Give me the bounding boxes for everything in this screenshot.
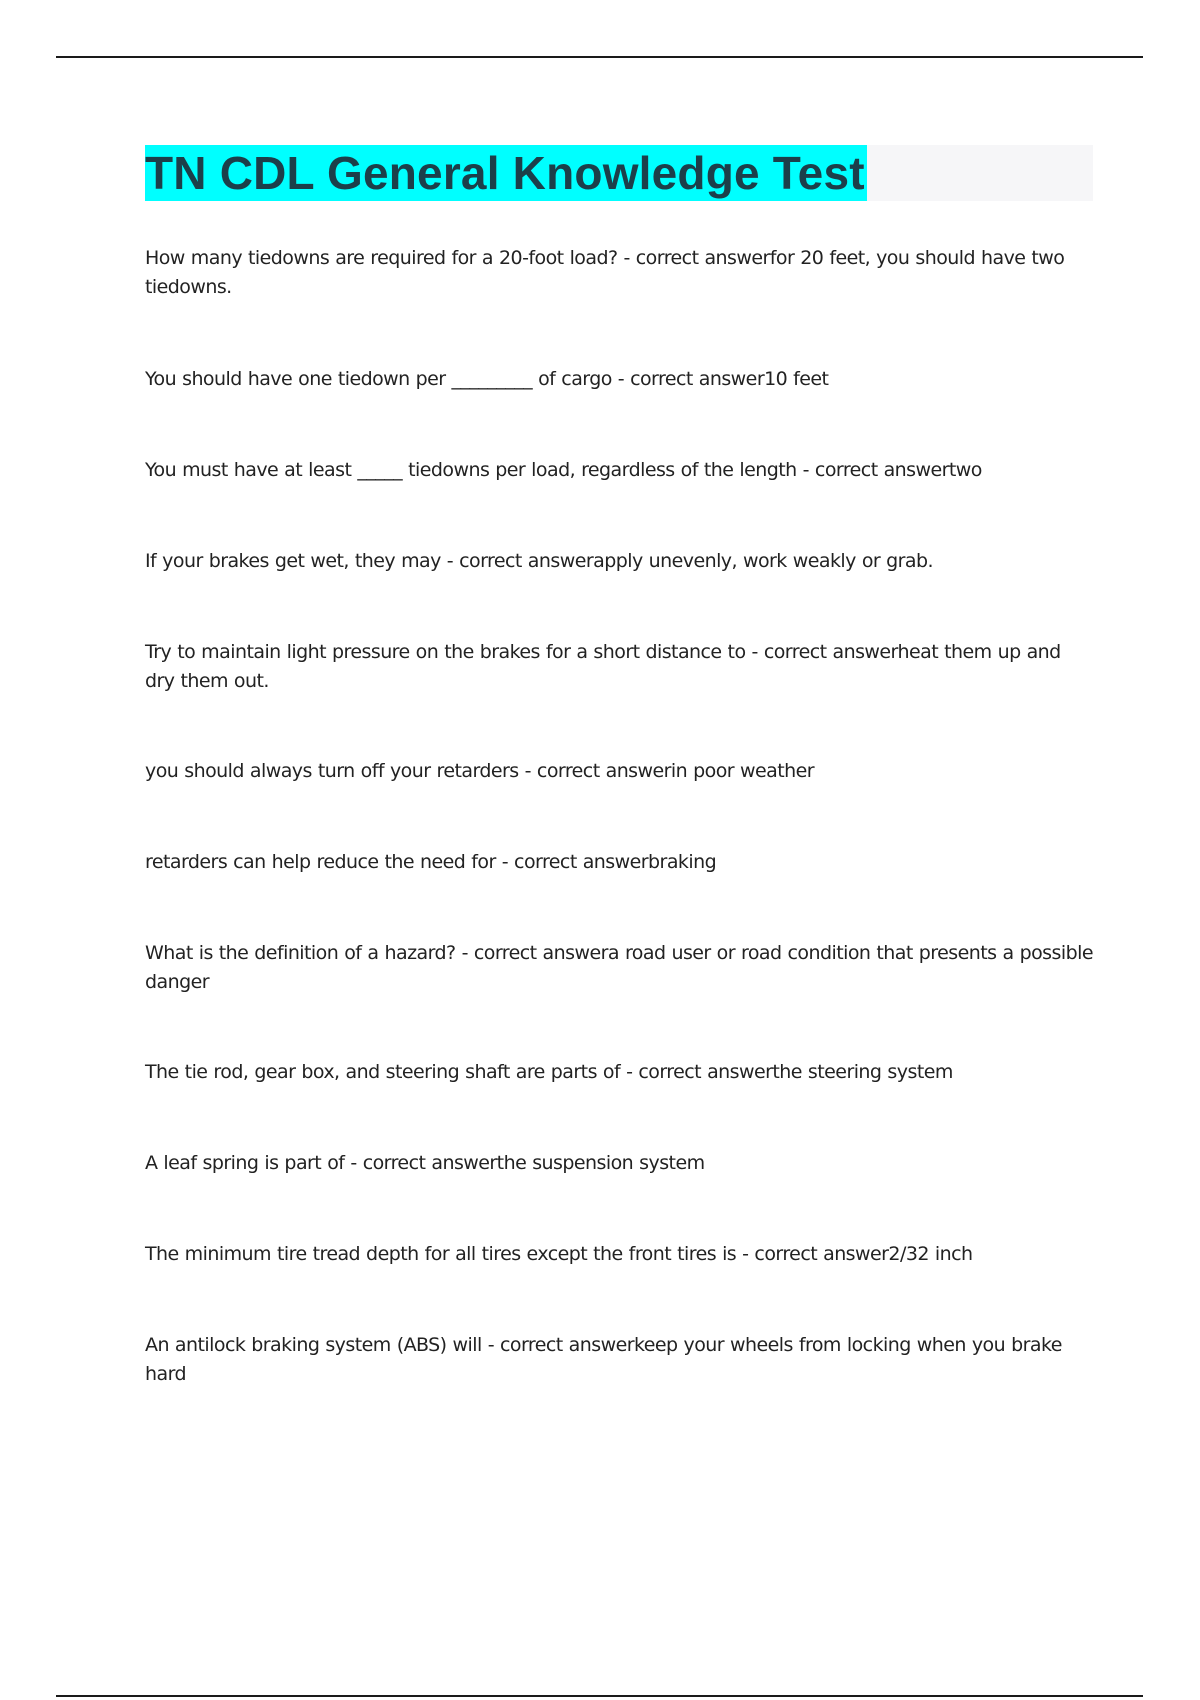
qa-item-9: The tie rod, gear box, and steering shaft are parts of - correct answerthe steering system (145, 1061, 953, 1083)
qa-item-11: The minimum tire tread depth for all tires except the front tires is - correct answer2/32 inch (145, 1243, 973, 1265)
qa-item-1: How many tiedowns are required for a 20-foot load? - correct answerfor 20 feet, you should have two tiedowns. (145, 247, 1065, 298)
qa-item-4: If your brakes get wet, they may - correct answerapply unevenly, work weakly or grab. (145, 550, 934, 572)
top-rule (56, 56, 1143, 58)
qa-item-5: Try to maintain light pressure on the brakes for a short distance to - correct answerheat them up and dry them out. (145, 641, 1061, 692)
title-band (145, 145, 1093, 201)
bottom-rule (56, 1695, 1143, 1697)
qa-item-7: retarders can help reduce the need for - correct answerbraking (145, 851, 717, 873)
qa-item-3: You must have at least _____ tiedowns per load, regardless of the length - correct answertwo (145, 459, 982, 481)
document-title: TN CDL General Knowledge Test (145, 147, 865, 199)
qa-item-12: An antilock braking system (ABS) will - correct answerkeep your wheels from locking when you brake hard (145, 1334, 1062, 1385)
qa-item-6: you should always turn off your retarders - correct answerin poor weather (145, 760, 815, 782)
qa-item-10: A leaf spring is part of - correct answerthe suspension system (145, 1152, 705, 1174)
qa-item-2: You should have one tiedown per _________ of cargo - correct answer10 feet (145, 368, 829, 390)
qa-item-8: What is the definition of a hazard? - correct answera road user or road condition that presents a possible danger (145, 942, 1093, 993)
